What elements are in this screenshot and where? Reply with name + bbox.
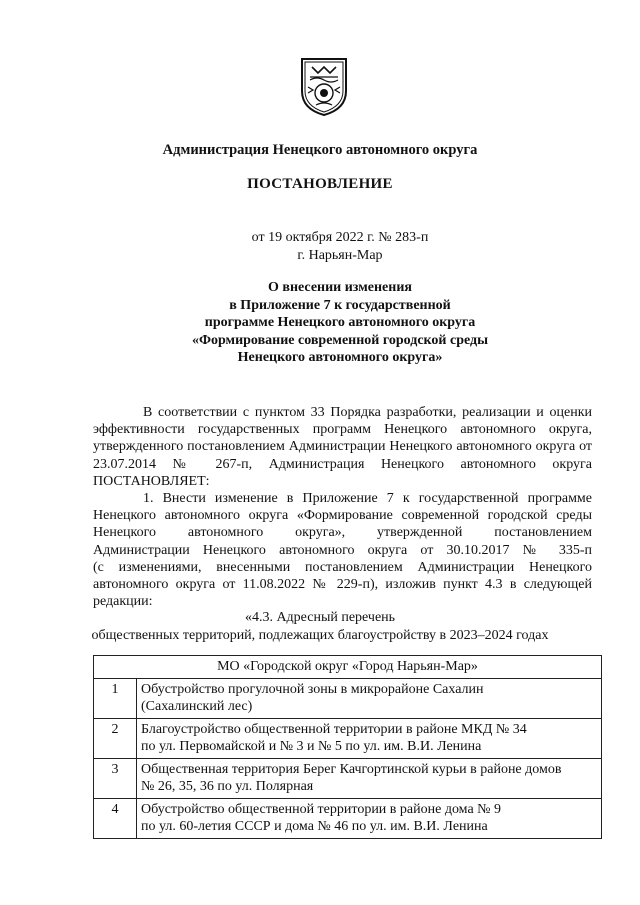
date-block (190, 229, 490, 265)
paragraph-line: 1. Внести изменение в Приложение 7 к государственной программе (143, 491, 592, 506)
paragraph-resolution (93, 490, 592, 610)
title-line: О внесении изменения (268, 280, 412, 295)
row-text-line: Благоустройство общественной территории в районе МКД № 34 (141, 721, 527, 737)
row-description (137, 758, 602, 798)
city: г. Нарьян-Мар (297, 248, 383, 263)
paragraph-line: Ненецкого автономного округа «Формирование современной городской среды (93, 508, 592, 524)
paragraph-preamble: В соответствии с пунктом 33 Порядка разработки, реализации и оценки эффективности государственных программ Ненецкого автономного округа, утвержденного постановлением Администрации Ненецкого автономного округа от 23.07.2014 № 267-п, Администрация Ненецкого автономного округа ПОСТАНОВЛЯЕТ: (93, 405, 592, 489)
table-row (94, 798, 602, 838)
row-number: 3 (94, 758, 137, 798)
row-number: 4 (94, 798, 137, 838)
row-description (137, 798, 602, 838)
list-heading (0, 609, 640, 644)
document-type: ПОСТАНОВЛЕНИЕ (247, 176, 393, 192)
row-text-line: (Сахалинский лес) (141, 699, 253, 714)
date-number: от 19 октября 2022 г. № 283-п (251, 230, 429, 245)
title-line: «Формирование современной городской среды (191, 332, 489, 348)
title-line: в Приложение 7 к государственной (229, 297, 451, 313)
row-number: 1 (94, 678, 137, 718)
row-text-line: Обустройство прогулочной зоны в микрорайоне Сахалин (141, 681, 484, 697)
row-text-line: по ул. Первомайской и № 3 и № 5 по ул. им. В.И. Ленина (141, 739, 482, 754)
table-row (94, 758, 602, 798)
document-title (140, 279, 540, 367)
paragraph-line: Администрации Ненецкого автономного округа от 30.10.2017 № 335-п (93, 542, 592, 558)
list-heading-line: общественных территорий, подлежащих благоустройству в 2023–2024 годах (91, 627, 549, 643)
paragraph-line: Ненецкого автономного округа», утвержденной постановлением (93, 525, 592, 541)
paragraph-line: автономного округа от 11.08.2022 № 229-п), изложив пункт 4.3 в следующей (93, 577, 592, 593)
row-text-line: Общественная территория Берег Качгортинской курьи в районе домов (141, 761, 562, 777)
row-description (137, 678, 602, 718)
organization-name: Администрация Ненецкого автономного округа (162, 142, 478, 158)
row-number: 2 (94, 718, 137, 758)
paragraph-line: (с изменениями, внесенными постановлением Администрации Ненецкого (93, 559, 592, 575)
coat-of-arms-icon (298, 55, 350, 117)
title-line: программе Ненецкого автономного округа (204, 315, 476, 330)
table-header-cell: МО «Городской округ «Город Нарьян-Мар» (94, 656, 602, 679)
territories-table (93, 655, 602, 839)
paragraph-line: редакции: (93, 594, 153, 610)
title-line: Ненецкого автономного округа» (237, 350, 443, 365)
row-text-line: Обустройство общественной территории в районе дома № 9 (141, 801, 502, 817)
row-description (137, 718, 602, 758)
table-row (94, 718, 602, 758)
row-text-line: № 26, 35, 36 по ул. Полярная (141, 779, 314, 794)
list-heading-line: «4.3. Адресный перечень (244, 610, 396, 625)
row-text-line: по ул. 60-летия СССР и дома № 46 по ул. им. В.И. Ленина (141, 819, 488, 834)
table-row (94, 678, 602, 718)
table-header-row (94, 656, 602, 679)
